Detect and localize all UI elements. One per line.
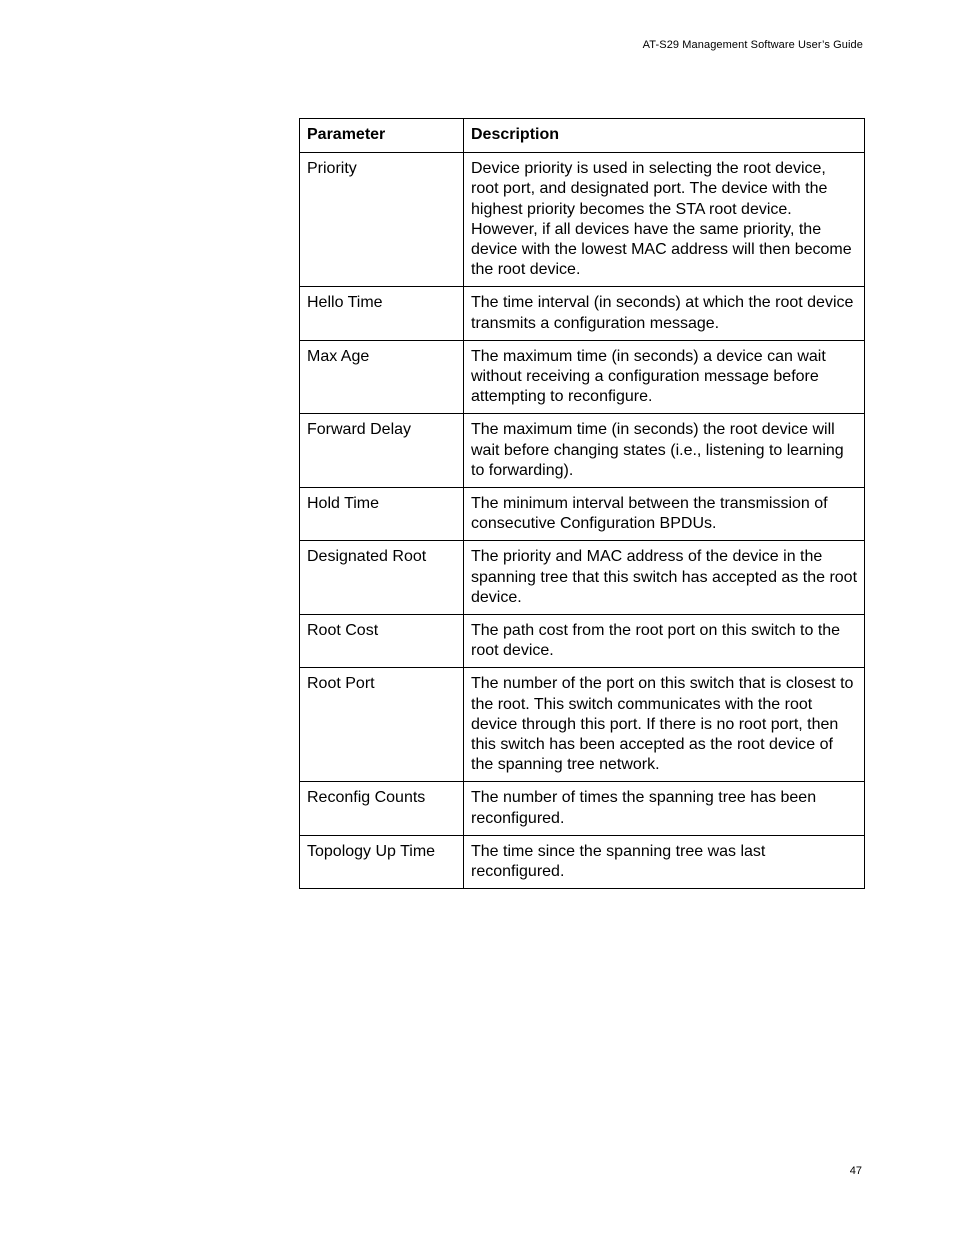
description-cell: The minimum interval between the transmission of consecutive Configuration BPDUs. — [464, 488, 865, 541]
parameter-table — [299, 118, 865, 889]
parameter-cell: Forward Delay — [300, 414, 464, 488]
parameter-cell: Max Age — [300, 340, 464, 414]
table-row — [300, 782, 865, 835]
table-row — [300, 287, 865, 340]
description-cell: The priority and MAC address of the device in the spanning tree that this switch has accepted as the root device. — [464, 541, 865, 615]
parameter-cell: Hello Time — [300, 287, 464, 340]
description-cell: The path cost from the root port on this switch to the root device. — [464, 615, 865, 668]
table-row — [300, 340, 865, 414]
description-cell: The maximum time (in seconds) the root device will wait before changing states (i.e., listening to learning to forwarding). — [464, 414, 865, 488]
table-header-row — [300, 119, 865, 153]
parameter-cell: Reconfig Counts — [300, 782, 464, 835]
running-header: AT-S29 Management Software User’s Guide — [642, 39, 863, 51]
description-cell: The time since the spanning tree was last reconfigured. — [464, 835, 865, 888]
table-row — [300, 414, 865, 488]
table-row — [300, 615, 865, 668]
parameter-cell: Topology Up Time — [300, 835, 464, 888]
parameter-cell: Root Cost — [300, 615, 464, 668]
table-body — [300, 153, 865, 889]
description-cell: The number of the port on this switch that is closest to the root. This switch communicates with the root device through this port. If there is no root port, then this switch has been accepted as the root device of the spanning tree network. — [464, 668, 865, 782]
description-cell: The time interval (in seconds) at which the root device transmits a configuration message. — [464, 287, 865, 340]
description-cell: Device priority is used in selecting the root device, root port, and designated port. The device with the highest priority becomes the STA root device. However, if all devices have the same priority, the device with the lowest MAC address will then become the root device. — [464, 153, 865, 287]
page-number: 47 — [849, 1165, 862, 1177]
table-row — [300, 835, 865, 888]
column-header-description: Description — [464, 119, 865, 153]
parameter-cell: Root Port — [300, 668, 464, 782]
table-row — [300, 668, 865, 782]
parameter-cell: Designated Root — [300, 541, 464, 615]
table-row — [300, 541, 865, 615]
table-row — [300, 153, 865, 287]
table-row — [300, 488, 865, 541]
column-header-parameter: Parameter — [300, 119, 464, 153]
parameter-cell: Hold Time — [300, 488, 464, 541]
description-cell: The number of times the spanning tree has been reconfigured. — [464, 782, 865, 835]
table-header — [300, 119, 865, 153]
description-cell: The maximum time (in seconds) a device can wait without receiving a configuration message before attempting to reconfigure. — [464, 340, 865, 414]
parameter-cell: Priority — [300, 153, 464, 287]
